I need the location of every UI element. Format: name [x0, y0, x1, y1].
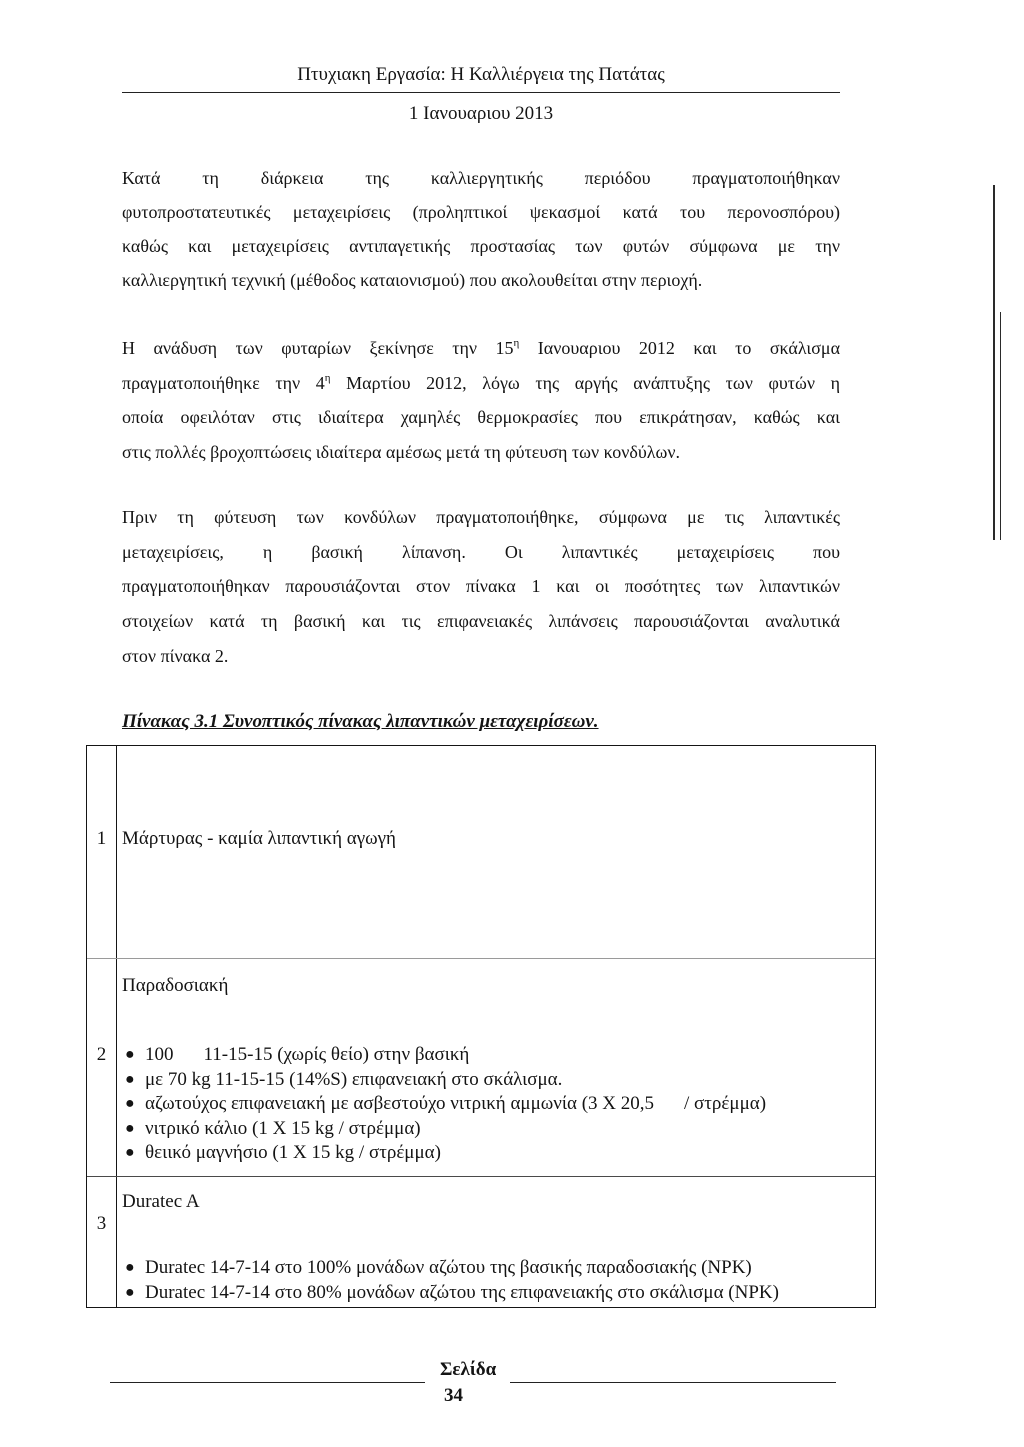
bullet-icon: ● [125, 1095, 135, 1112]
page-label: Σελίδα [440, 1359, 497, 1380]
paragraph-line [122, 366, 840, 401]
list-item-text: Duratec 14-7-14 στο 100% μονάδων αζώτου της βασικής παραδοσιακής (NPK) [145, 1257, 752, 1278]
bullet-list [87, 1043, 875, 1166]
paragraph-line: Πριν τη φύτευση των κονδύλων πραγματοποιήθηκε, σύμφωνα με τις λιπαντικές [122, 507, 840, 527]
paragraph-line: οποία οφειλόταν στις ιδιαίτερα χαμηλές θερμοκρασίες που επικράτησαν, καθώς και [122, 407, 840, 428]
scan-artifact-line [993, 185, 995, 540]
table-caption: Πίνακας 3.1 Συνοπτικός πίνακας λιπαντικών μεταχειρίσεων. [122, 711, 599, 732]
list-item [87, 1255, 875, 1280]
row-title: Παραδοσιακή [122, 975, 229, 996]
table-row [87, 958, 875, 1177]
list-item-text: Duratec 14-7-14 στο 80% μονάδων αζώτου της επιφανειακής στο σκάλισμα (NPK) [145, 1282, 779, 1303]
bullet-icon: ● [125, 1119, 135, 1137]
list-item-text: 11-15-15 (χωρίς θείο) στην βασική [203, 1044, 470, 1065]
row-title: Duratec A [122, 1191, 200, 1212]
list-item-text: αζωτούχος επιφανειακή με ασβεστούχο νιτρική αμμωνία (3 X 20,5 [145, 1093, 655, 1114]
table-row [87, 1176, 875, 1308]
list-item [87, 1280, 875, 1305]
row-number: 2 [96, 1044, 107, 1065]
list-item-text: 100 [145, 1044, 174, 1065]
paragraph-line: καλλιεργητική τεχνική (μέθοδος καταιονισμού) που ακολουθείται στην περιοχή. [122, 270, 703, 290]
list-item [87, 1043, 875, 1068]
row-number: 1 [96, 828, 107, 849]
line-text: πραγματοποιήθηκε την 4 [122, 372, 325, 393]
paragraph-line: καθώς και μεταχειρίσεις αντιπαγετικής προστασίας των φυτών σύμφωνα με την [122, 236, 840, 256]
bullet-list [87, 1255, 875, 1305]
list-item-text: θειικό μαγνήσιο (1 X 15 kg / στρέμμα) [145, 1142, 441, 1163]
running-header-title: Πτυχιακη Εργασία: Η Καλλιέργεια της Πατάτας [297, 64, 665, 85]
paragraph-line: μεταχειρίσεις, η βασική λίπανση. Οι λιπαντικές μεταχειρίσεις που [122, 541, 840, 562]
row-number: 3 [96, 1213, 107, 1234]
fertilization-table [86, 745, 876, 1308]
bullet-icon: ● [125, 1070, 135, 1088]
header-date: 1 Ιανουαριου 2013 [408, 103, 554, 124]
bullet-icon: ● [125, 1046, 135, 1063]
paragraph-line: φυτοπροστατευτικές μεταχειρίσεις (προληπτικοί ψεκασμοί κατά του περονοσπόρου) [122, 202, 840, 222]
paragraph-1 [122, 161, 840, 297]
line-text: Η ανάδυση των φυταρίων ξεκίνησε την 15 [122, 338, 514, 358]
list-item-text: νιτρικό κάλιο (1 X 15 kg / στρέμμα) [145, 1117, 421, 1139]
paragraph-3 [122, 500, 840, 673]
list-item [87, 1117, 875, 1142]
paragraph-line: πραγματοποιήθηκαν παρουσιάζονται στον πίνακα 1 και οι ποσότητες των λιπαντικών [122, 576, 840, 597]
line-text: Ιανουαριου 2012 και το σκάλισμα [519, 338, 840, 358]
bullet-icon: ● [125, 1284, 135, 1301]
paragraph-2 [122, 331, 840, 470]
list-item [87, 1092, 875, 1117]
table-row [87, 746, 875, 958]
paragraph-line: Κατά τη διάρκεια της καλλιεργητικής περιόδου πραγματοποιήθηκαν [122, 168, 840, 188]
page-number: 34 [444, 1385, 463, 1406]
ordinal-superscript: η [513, 337, 520, 349]
ordinal-superscript: η [324, 371, 331, 384]
list-item-text: / στρέμμα) [684, 1093, 767, 1114]
list-item-text: με 70 kg 11-15-15 (14%S) επιφανειακή στο σκάλισμα. [145, 1068, 563, 1090]
footer-rule-left [110, 1382, 425, 1383]
bullet-icon: ● [125, 1144, 135, 1161]
line-text: Μαρτίου 2012, λόγω της αργής ανάπτυξης των φυτών η [330, 372, 840, 393]
list-item [87, 1068, 875, 1093]
header-rule [122, 92, 840, 93]
paragraph-line: στον πίνακα 2. [122, 645, 229, 666]
footer-rule-right [510, 1382, 836, 1383]
paragraph-line: στοιχείων κατά τη βασική και τις επιφανειακές λιπάνσεις παρουσιάζονται αναλυτικά [122, 611, 840, 632]
paragraph-line: στις πολλές βροχοπτώσεις ιδιαίτερα αμέσως μετά τη φύτευση των κονδύλων. [122, 442, 681, 463]
bullet-icon: ● [125, 1259, 135, 1276]
row-title: Μάρτυρας - καμία λιπαντική αγωγή [122, 828, 396, 849]
list-item [87, 1141, 875, 1166]
paragraph-line [122, 331, 840, 366]
scan-artifact-line [1000, 312, 1001, 540]
